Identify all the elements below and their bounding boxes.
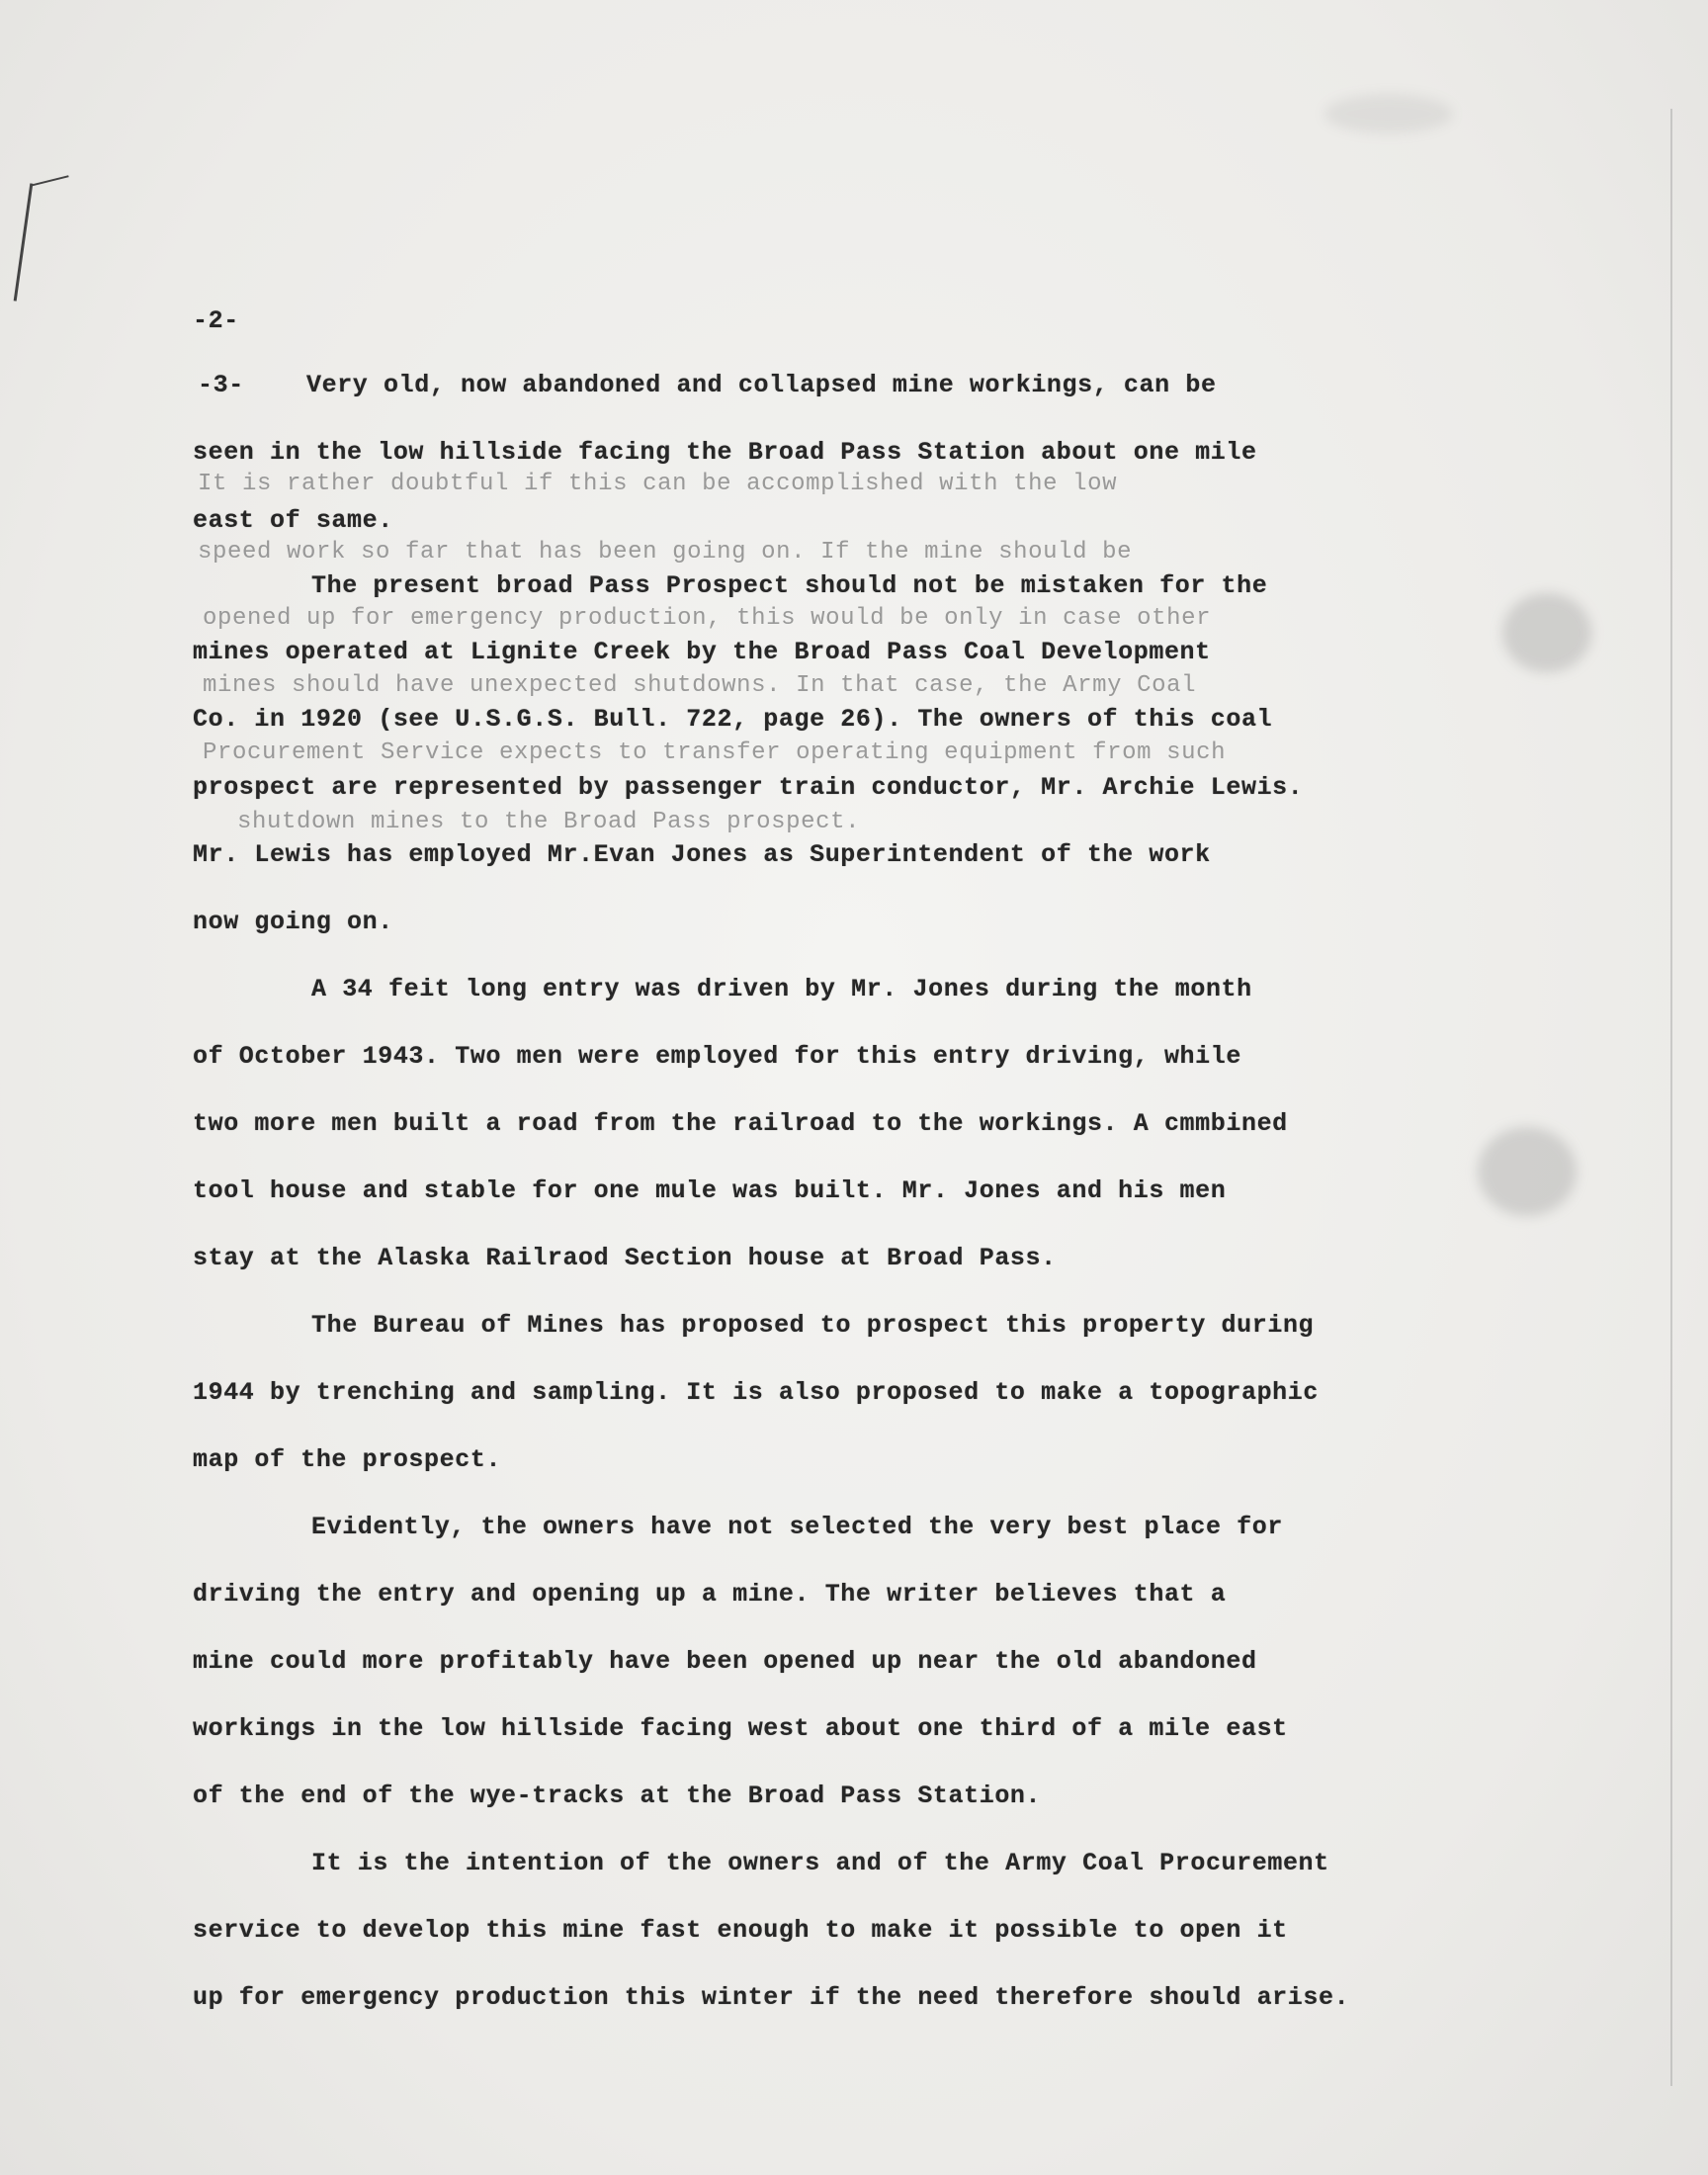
text-line: now going on.: [193, 908, 393, 936]
text-line: Mr. Lewis has employed Mr.Evan Jones as Superintendent of the work: [193, 840, 1211, 869]
text-line: seen in the low hillside facing the Broad Pass Station about one mile: [193, 438, 1257, 467]
text-line: It is the intention of the owners and of the Army Coal Procurement: [311, 1849, 1329, 1877]
text-line: east of same.: [193, 506, 393, 535]
text-line: stay at the Alaska Railraod Section house at Broad Pass.: [193, 1244, 1057, 1272]
text-line: 1944 by trenching and sampling. It is also proposed to make a topographic: [193, 1378, 1319, 1407]
page-edge-shadow: [1670, 109, 1672, 2086]
text-line: The Bureau of Mines has proposed to prospect this property during: [311, 1311, 1315, 1340]
ink-smudge: [1478, 1127, 1577, 1216]
text-line: workings in the low hillside facing west about one third of a mile east: [193, 1714, 1288, 1743]
text-line: A 34 feit long entry was driven by Mr. Jones during the month: [311, 975, 1252, 1003]
text-line: prospect are represented by passenger train conductor, Mr. Archie Lewis.: [193, 773, 1304, 802]
text-line: of October 1943. Two men were employed for this entry driving, while: [193, 1042, 1241, 1071]
bleed-through-line: shutdown mines to the Broad Pass prospect.: [237, 809, 861, 835]
text-line: mine could more profitably have been opened up near the old abandoned: [193, 1647, 1257, 1676]
bleed-through-line: Procurement Service expects to transfer operating equipment from such: [203, 740, 1227, 766]
text-line: up for emergency production this winter if the need therefore should arise.: [193, 1983, 1350, 2012]
margin-pen-mark: [14, 183, 34, 301]
ink-smudge: [1324, 94, 1453, 133]
text-line: of the end of the wye-tracks at the Broad Pass Station.: [193, 1782, 1042, 1810]
bleed-through-line: speed work so far that has been going on. If the mine should be: [198, 539, 1133, 566]
text-line: The present broad Pass Prospect should not be mistaken for the: [311, 571, 1268, 600]
text-line: two more men built a road from the railroad to the workings. A cmmbined: [193, 1109, 1288, 1138]
text-line: Very old, now abandoned and collapsed mine workings, can be: [306, 371, 1217, 399]
section-number: -3-: [198, 371, 244, 399]
bleed-through-line: opened up for emergency production, this would be only in case other: [203, 605, 1212, 632]
text-line: tool house and stable for one mule was built. Mr. Jones and his men: [193, 1176, 1227, 1205]
text-line: Evidently, the owners have not selected the very best place for: [311, 1513, 1283, 1541]
bleed-through-line: It is rather doubtful if this can be accomplished with the low: [198, 471, 1118, 497]
text-line: Co. in 1920 (see U.S.G.S. Bull. 722, page 26). The owners of this coal: [193, 705, 1273, 734]
text-line: mines operated at Lignite Creek by the Broad Pass Coal Development: [193, 638, 1211, 666]
bleed-through-line: mines should have unexpected shutdowns. In that case, the Army Coal: [203, 672, 1197, 699]
margin-pen-mark: [30, 175, 68, 187]
ink-smudge: [1502, 593, 1591, 672]
text-line: driving the entry and opening up a mine. The writer believes that a: [193, 1580, 1227, 1609]
text-line: map of the prospect.: [193, 1445, 502, 1474]
page-number: -2-: [193, 306, 239, 335]
text-line: service to develop this mine fast enough to make it possible to open it: [193, 1916, 1288, 1945]
